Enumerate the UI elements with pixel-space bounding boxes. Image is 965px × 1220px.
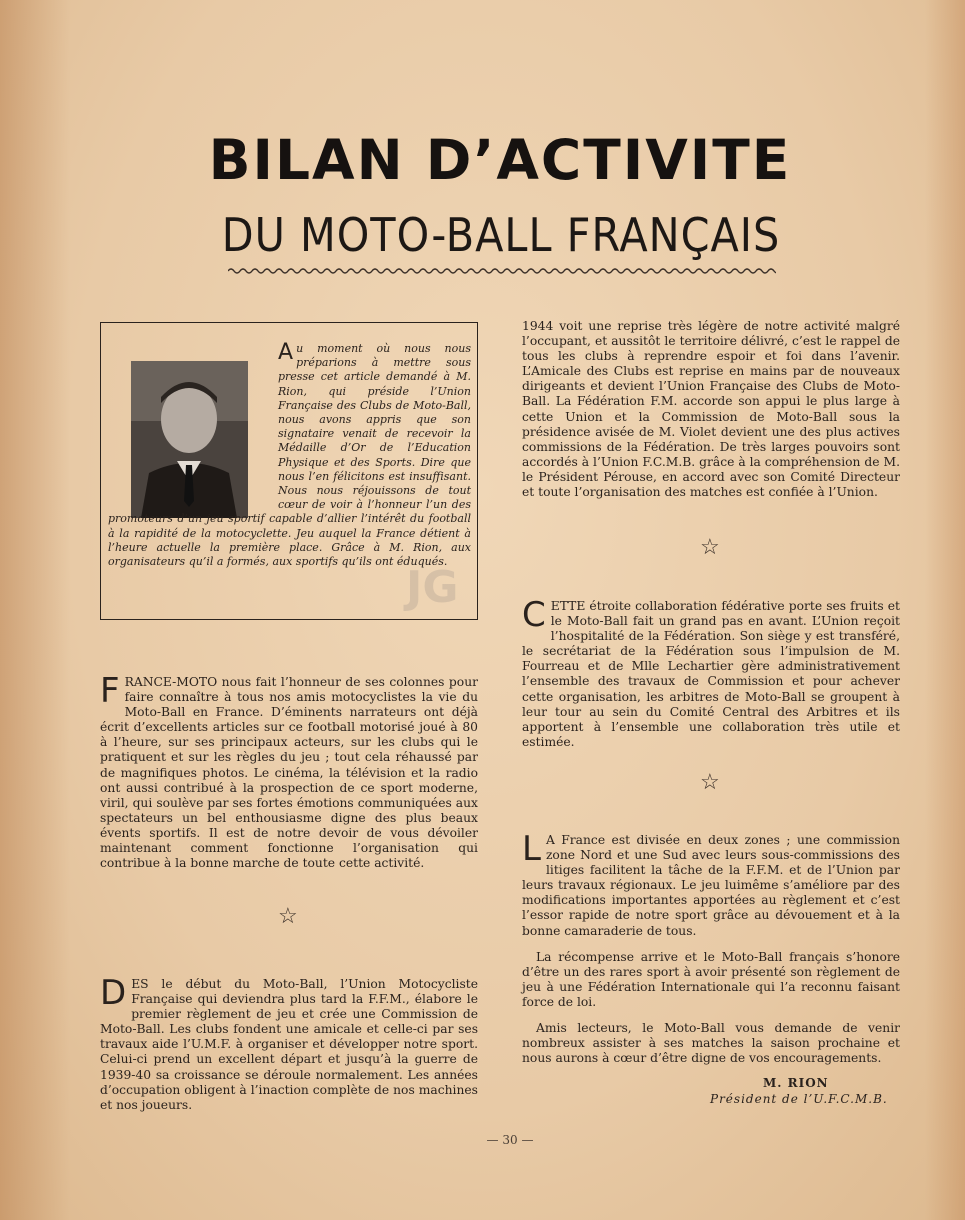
intro-body: u moment où nous nous préparions à mettre sous presse cet article demandé à M. Rion, qui préside l’Union Française des Clubs de Moto-Ball, nous avons appris que son signataire venait de recevoir la Médaille d’Or de l’Education Physique et des Sports. Dire que nous l’en félicitons est insuffisant. Nous nous réjouissons de tout cœur de voir à l’honneur l’un des promoteurs d’un jeu sportif capable d’allier l’intérêt du football à la rapidité de la motocyclette. Jeu auquel la France détient à l’heure actuelle la première place. Grâce à M. Rion, aux organisateurs qu’il a formés, aux sportifs qu’ils ont éduqués. [108,342,471,569]
paragraph-france-moto: F RANCE-MOTO nous fait l’honneur de ses colonnes pour faire connaître à tous nos amis motocyclistes la vie du Moto-Ball en France. D’éminents narrateurs ont déjà écrit d’excellents articles sur ce football motorisé joué à 80 à l’heure, sur ses principaux acteurs, sur les clubs qui le pratiquent et sur les règles du jeu ; tout cela réhaussé par de magnifiques photos. Le cinéma, la télévision et la radio ont aussi contribué à la prospection de ce sport moderne, viril, qui soulève par ses fortes émotions communiquées aux spectateurs un bel enthousiasme digne des plus beaux évents sportifs. Il est de notre devoir de vous dévoiler maintenant comment fonctionne l’organisation qui contribue à la bonne marche de toute cette activité. [100,671,478,871]
signature-title: Président de l’U.F.C.M.B. [710,1092,888,1106]
paragraph-debut-moto-ball: D ES le début du Moto-Ball, l’Union Motocycliste Française qui deviendra plus tard la F.F.M., élabore le premier règlement de jeu et crée une Commission de Moto-Ball. Les clubs fondent une amicale et celle-ci par ses travaux aide l’U.M.F. à organiser et développer notre sport. Celui-ci prend un excellent départ et jusqu’à la guerre de 1939-40 sa croissance se déroule normalement. Les années d’occupation obligent à l’inaction complète de nos machines et nos joueurs. [100,973,478,1112]
intro-drop-cap: A [278,340,294,365]
paragraph-amis-lecteurs: Amis lecteurs, le Moto-Ball vous demande de venir nombreux assister à ses matches la saison prochaine et nous aurons à cœur d’être digne de vos encouragements. [522,1021,900,1066]
paragraph-zones: L A France est divisée en deux zones ; une commission zone Nord et une Sud avec leurs sous-commissions des litiges facilitent la tâche de la F.F.M. et de l’Union par leurs travaux régionaux. Le jeu luimême s’améliore par des modifications importantes apportées au règlement et c’est l’essor rapide de notre sport grâce au dévouement et à la bonne camaraderie de tous. [522,829,900,938]
drop-cap-f: F [100,671,120,711]
page-title: BILAN D’ACTIVITE [208,128,792,192]
star-divider-right-1: ☆ [700,535,720,560]
drop-cap-d: D [100,973,127,1013]
wavy-divider [228,266,776,276]
signature-name: M. RION [763,1076,829,1090]
paragraph-collaboration: C ETTE étroite collaboration fédérative porte ses fruits et le Moto-Ball fait un grand pas en avant. L’Union reçoit l’hospitalité de la Fédération. Son siège y est transféré, le secrétariat de la Fédération sous l’impulsion de M. Fourreau et de Mlle Lechartier gère administrativement l’ensemble des travaux de Commission et pour achever cette organisation, les arbitres de Moto-Ball se groupent à leur tour au sein du Comité Central des Arbitres et ils apportent à l’ensemble une collaboration très utile et estimée. [522,595,900,749]
drop-cap-l: L [522,829,541,869]
page-subtitle: DU MOTO-BALL FRANÇAIS [221,208,781,262]
drop-cap-c: C [522,595,546,635]
intro-text [108,342,471,569]
page-number: — 30 — [486,1133,534,1147]
watermark-stamp: JG [406,562,459,613]
photo-spacer [108,342,278,512]
paragraph-1944: 1944 voit une reprise très légère de notre activité malgré l’occupant, et aussitôt le territoire délivré, c’est le rappel de tous les clubs à reprendre espoir et foi dans l’avenir. L’Amicale des Clubs est reprise en mains par de nouveaux dirigeants et devient l’Union Française des Clubs de Moto-Ball. La Fédération F.M. accorde son appui le plus large à cette Union et la Commission de Moto-Ball sous la présidence avisée de M. Violet devient une des plus actives commissions de la Fédération. De très larges pouvoirs sont accordés à l’Union F.C.M.B. grâce à la compréhension de M. le Président Pérouse, en accord avec son Comité Directeur et toute l’organisation des matches est confiée à l’Union. [522,319,900,500]
star-divider-left: ☆ [278,904,298,929]
right-final-block [522,829,900,1066]
star-divider-right-2: ☆ [700,770,720,795]
paragraph-recompense: La récompense arrive et le Moto-Ball français s’honore d’être un des rares sport à avoir présenté son règlement de jeu à une Fédération Internationale qui l’a reconnu faisant force de loi. [522,949,900,1009]
